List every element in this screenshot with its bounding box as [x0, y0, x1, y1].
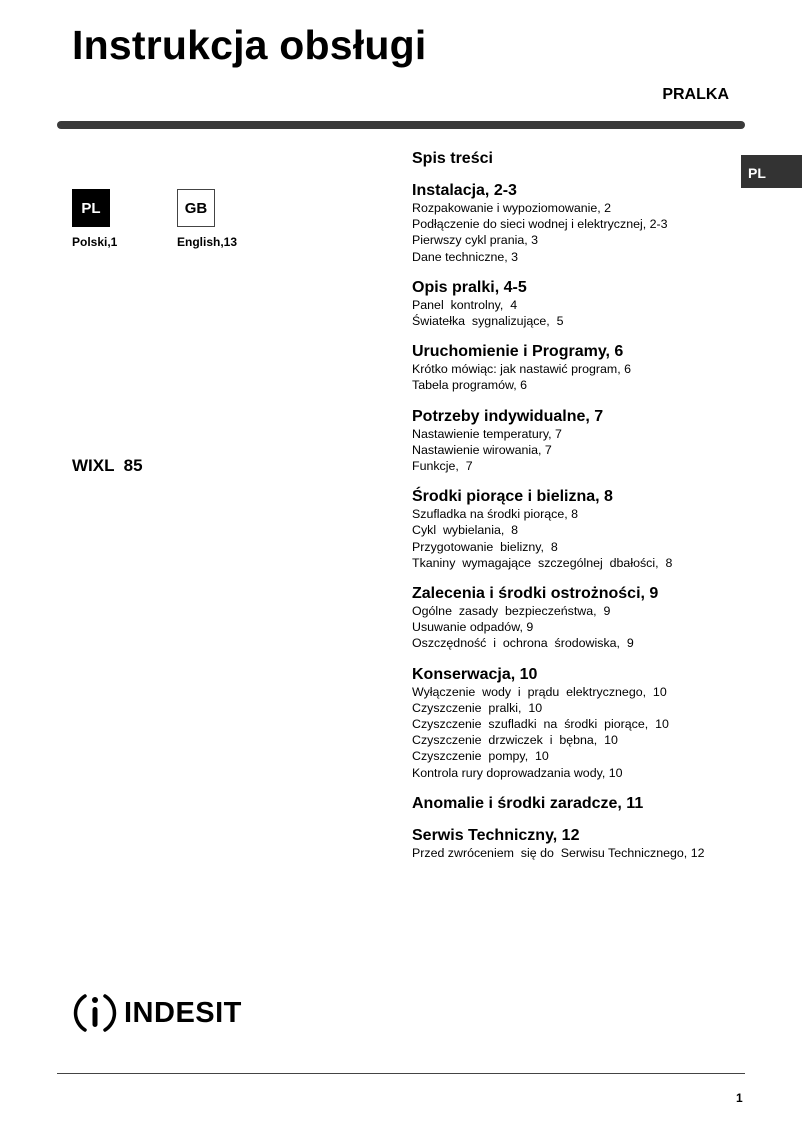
toc-item[interactable]: Dane techniczne, 3	[412, 249, 519, 264]
model-name: WIXL 85	[72, 456, 143, 475]
toc-section	[412, 666, 732, 781]
language-box-pl[interactable]: PL	[72, 189, 110, 227]
toc-section-heading[interactable]: Konserwacja, 10	[412, 665, 538, 683]
indesit-i-icon	[72, 990, 118, 1036]
toc-item[interactable]: Usuwanie odpadów, 9	[412, 620, 534, 635]
toc-section	[412, 343, 732, 393]
product-type: PRALKA	[662, 86, 729, 103]
toc-item[interactable]: Czyszczenie drzwiczek i bębna, 10	[412, 733, 618, 748]
language-label-pl[interactable]: Polski,1	[72, 235, 118, 249]
toc-item[interactable]: Przygotowanie bielizny, 8	[412, 539, 558, 554]
toc-section	[412, 488, 732, 571]
toc-item[interactable]: Tabela programów, 6	[412, 378, 528, 393]
toc-item[interactable]: Kontrola rury doprowadzania wody, 10	[412, 765, 623, 780]
toc-item[interactable]: Oszczędność i ochrona środowiska, 9	[412, 636, 634, 651]
toc-section-heading[interactable]: Zalecenia i środki ostrożności, 9	[412, 585, 659, 603]
toc-item[interactable]: Podłączenie do sieci wodnej i elektrycznej, 2-3	[412, 217, 668, 232]
header-divider	[57, 121, 745, 129]
toc-item[interactable]: Czyszczenie pralki, 10	[412, 700, 543, 715]
toc-section	[412, 279, 732, 329]
toc-item[interactable]: Tkaniny wymagające szczególnej dbałości, 8	[412, 555, 673, 570]
toc-section	[412, 182, 732, 265]
toc-title: Spis treści	[412, 150, 493, 167]
toc-section-heading[interactable]: Opis pralki, 4-5	[412, 278, 527, 296]
toc-item[interactable]: Nastawienie wirowania, 7	[412, 442, 552, 457]
brand-name: INDESIT	[124, 996, 242, 1029]
toc-item[interactable]: Wyłączenie wody i prądu elektrycznego, 10	[412, 684, 667, 699]
toc-section	[412, 585, 732, 652]
toc-item[interactable]: Czyszczenie szufladki na środki piorące, 10	[412, 717, 669, 732]
toc-item[interactable]: Funkcje, 7	[412, 459, 473, 474]
toc-section-heading[interactable]: Uruchomienie i Programy, 6	[412, 343, 624, 361]
toc-item[interactable]: Cykl wybielania, 8	[412, 523, 519, 538]
toc-item[interactable]: Przed zwróceniem się do Serwisu Technicznego, 12	[412, 845, 705, 860]
toc-section	[412, 795, 732, 813]
language-side-tab: PL	[741, 155, 802, 188]
toc-item[interactable]: Czyszczenie pompy, 10	[412, 749, 549, 764]
toc-item[interactable]: Pierwszy cykl prania, 3	[412, 233, 539, 248]
toc-item[interactable]: Krótko mówiąc: jak nastawić program, 6	[412, 362, 631, 377]
toc-section	[412, 408, 732, 475]
page-title: Instrukcja obsługi	[72, 22, 427, 68]
page-number: 1	[736, 1091, 743, 1105]
footer-divider	[57, 1073, 745, 1074]
toc-item[interactable]: Nastawienie temperatury, 7	[412, 426, 562, 441]
toc-item[interactable]: Rozpakowanie i wypoziomowanie, 2	[412, 201, 612, 215]
table-of-contents	[412, 150, 732, 875]
language-label-gb[interactable]: English,13	[177, 235, 238, 249]
toc-section-heading[interactable]: Serwis Techniczny, 12	[412, 826, 580, 844]
toc-item[interactable]: Panel kontrolny, 4	[412, 297, 518, 312]
toc-section	[412, 827, 732, 861]
toc-section-heading[interactable]: Anomalie i środki zaradcze, 11	[412, 794, 644, 812]
toc-section-heading[interactable]: Środki piorące i bielizna, 8	[412, 488, 613, 506]
toc-item[interactable]: Światełka sygnalizujące, 5	[412, 314, 564, 329]
indesit-logo	[72, 990, 242, 1036]
toc-item[interactable]: Ogólne zasady bezpieczeństwa, 9	[412, 604, 611, 619]
toc-section-heading[interactable]: Instalacja, 2-3	[412, 182, 517, 199]
toc-item[interactable]: Szufladka na środki piorące, 8	[412, 507, 578, 522]
language-box-gb[interactable]: GB	[177, 189, 215, 227]
toc-section-heading[interactable]: Potrzeby indywidualne, 7	[412, 407, 604, 425]
